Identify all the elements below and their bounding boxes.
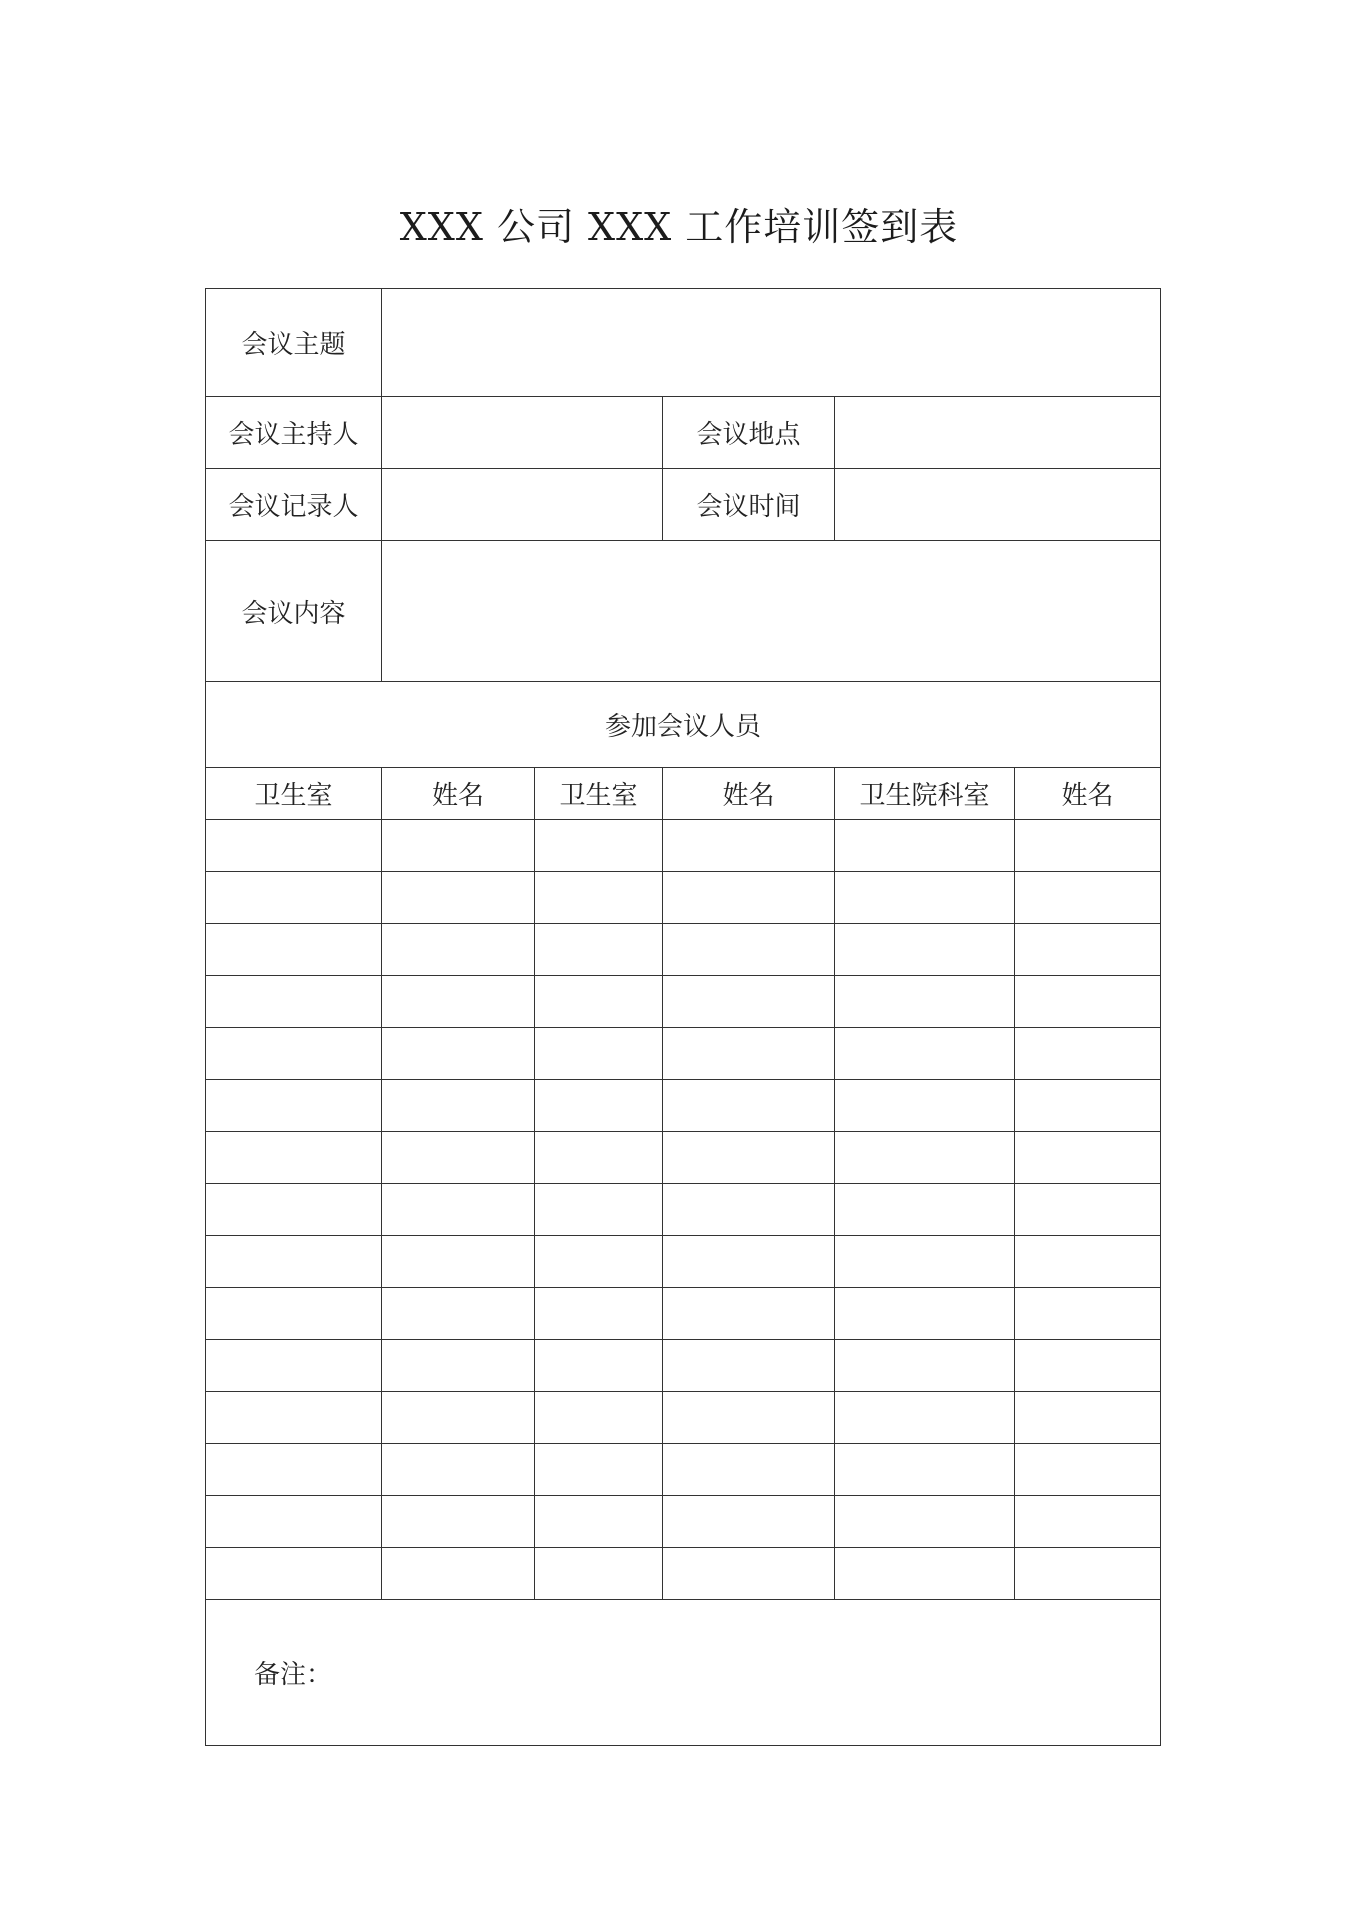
attendees-heading: 参加会议人员 <box>206 682 1161 768</box>
signin-cell[interactable] <box>663 1080 835 1132</box>
column-header-row <box>206 768 1161 820</box>
signin-cell[interactable] <box>535 1496 663 1548</box>
signin-cell[interactable] <box>206 1392 382 1444</box>
signin-cell[interactable] <box>1015 1496 1161 1548</box>
signin-cell[interactable] <box>1015 1548 1161 1600</box>
signin-cell[interactable] <box>206 1028 382 1080</box>
host-field[interactable] <box>382 397 663 469</box>
signin-cell[interactable] <box>382 1132 535 1184</box>
signin-cell[interactable] <box>535 872 663 924</box>
column-header: 姓名 <box>663 768 835 820</box>
signin-cell[interactable] <box>535 1184 663 1236</box>
column-header: 卫生室 <box>535 768 663 820</box>
signin-cell[interactable] <box>663 1028 835 1080</box>
signin-cell[interactable] <box>1015 1444 1161 1496</box>
remark-row <box>206 1600 1161 1746</box>
column-header: 姓名 <box>382 768 535 820</box>
signin-form-table <box>205 288 1161 1746</box>
signin-cell[interactable] <box>382 1444 535 1496</box>
signin-cell[interactable] <box>206 1496 382 1548</box>
signin-cell[interactable] <box>835 820 1015 872</box>
column-header: 姓名 <box>1015 768 1161 820</box>
signin-cell[interactable] <box>382 872 535 924</box>
signin-cell[interactable] <box>835 1028 1015 1080</box>
signin-cell[interactable] <box>535 1288 663 1340</box>
signin-cell[interactable] <box>835 1080 1015 1132</box>
signin-cell[interactable] <box>206 1184 382 1236</box>
signin-row <box>206 1236 1161 1288</box>
signin-cell[interactable] <box>206 1080 382 1132</box>
page-title: XXX 公司 XXX 工作培训签到表 <box>399 205 959 249</box>
location-label: 会议地点 <box>663 397 835 469</box>
signin-cell[interactable] <box>535 1548 663 1600</box>
host-label: 会议主持人 <box>206 397 382 469</box>
signin-cell[interactable] <box>382 976 535 1028</box>
signin-cell[interactable] <box>663 1184 835 1236</box>
signin-cell[interactable] <box>1015 872 1161 924</box>
topic-label: 会议主题 <box>206 289 382 397</box>
signin-cell[interactable] <box>206 976 382 1028</box>
time-field[interactable] <box>835 469 1161 541</box>
signin-cell[interactable] <box>835 924 1015 976</box>
content-field[interactable] <box>382 541 1161 682</box>
topic-row <box>206 289 1161 397</box>
signin-row <box>206 1496 1161 1548</box>
signin-cell[interactable] <box>663 1548 835 1600</box>
signin-cell[interactable] <box>535 1444 663 1496</box>
content-label: 会议内容 <box>206 541 382 682</box>
signin-cell[interactable] <box>382 1496 535 1548</box>
signin-row <box>206 1132 1161 1184</box>
signin-row <box>206 1392 1161 1444</box>
signin-row <box>206 1444 1161 1496</box>
signin-cell[interactable] <box>206 1132 382 1184</box>
signin-cell[interactable] <box>206 872 382 924</box>
attendees-section-row <box>206 682 1161 768</box>
signin-cell[interactable] <box>835 1496 1015 1548</box>
signin-row <box>206 1340 1161 1392</box>
content-row <box>206 541 1161 682</box>
signin-cell[interactable] <box>535 976 663 1028</box>
signin-cell[interactable] <box>663 1340 835 1392</box>
signin-cell[interactable] <box>206 924 382 976</box>
signin-cell[interactable] <box>382 924 535 976</box>
signin-cell[interactable] <box>206 1548 382 1600</box>
signin-cell[interactable] <box>206 1340 382 1392</box>
signin-cell[interactable] <box>835 1340 1015 1392</box>
signin-cell[interactable] <box>1015 820 1161 872</box>
remark-label: 备注： <box>254 1660 333 1690</box>
topic-field[interactable] <box>382 289 1161 397</box>
signin-cell[interactable] <box>535 1392 663 1444</box>
signin-cell[interactable] <box>663 872 835 924</box>
signin-cell[interactable] <box>663 820 835 872</box>
signin-row <box>206 924 1161 976</box>
signin-row <box>206 1288 1161 1340</box>
signin-cell[interactable] <box>835 976 1015 1028</box>
signin-cell[interactable] <box>835 872 1015 924</box>
recorder-time-row <box>206 469 1161 541</box>
signin-cell[interactable] <box>663 976 835 1028</box>
signin-cell[interactable] <box>206 1236 382 1288</box>
recorder-field[interactable] <box>382 469 663 541</box>
signin-cell[interactable] <box>382 820 535 872</box>
location-field[interactable] <box>835 397 1161 469</box>
signin-cell[interactable] <box>382 1080 535 1132</box>
signin-cell[interactable] <box>663 924 835 976</box>
signin-cell[interactable] <box>835 1132 1015 1184</box>
signin-cell[interactable] <box>382 1392 535 1444</box>
signin-cell[interactable] <box>1015 1080 1161 1132</box>
signin-cell[interactable] <box>1015 1340 1161 1392</box>
signin-cell[interactable] <box>835 1444 1015 1496</box>
signin-cell[interactable] <box>1015 1028 1161 1080</box>
signin-cell[interactable] <box>1015 1288 1161 1340</box>
remark-field[interactable] <box>206 1600 1161 1746</box>
signin-cell[interactable] <box>206 1444 382 1496</box>
signin-cell[interactable] <box>835 1184 1015 1236</box>
signin-row <box>206 1028 1161 1080</box>
signin-cell[interactable] <box>1015 1236 1161 1288</box>
time-label: 会议时间 <box>663 469 835 541</box>
signin-row <box>206 1548 1161 1600</box>
signin-cell[interactable] <box>535 1028 663 1080</box>
signin-cell[interactable] <box>1015 1392 1161 1444</box>
signin-cell[interactable] <box>663 1236 835 1288</box>
signin-row <box>206 976 1161 1028</box>
signin-cell[interactable] <box>382 1184 535 1236</box>
signin-cell[interactable] <box>663 1392 835 1444</box>
signin-row <box>206 872 1161 924</box>
signin-cell[interactable] <box>382 1340 535 1392</box>
signin-cell[interactable] <box>663 1288 835 1340</box>
signin-cell[interactable] <box>535 1236 663 1288</box>
recorder-label: 会议记录人 <box>206 469 382 541</box>
signin-cell[interactable] <box>663 1496 835 1548</box>
signin-cell[interactable] <box>835 1548 1015 1600</box>
column-header: 卫生院科室 <box>835 768 1015 820</box>
signin-cell[interactable] <box>382 1236 535 1288</box>
signin-cell[interactable] <box>1015 1184 1161 1236</box>
signin-cell[interactable] <box>535 1132 663 1184</box>
signin-cell[interactable] <box>382 1028 535 1080</box>
signin-cell[interactable] <box>206 820 382 872</box>
signin-cell[interactable] <box>835 1392 1015 1444</box>
signin-cell[interactable] <box>835 1236 1015 1288</box>
signin-cell[interactable] <box>382 1288 535 1340</box>
signin-row <box>206 820 1161 872</box>
signin-cell[interactable] <box>535 820 663 872</box>
signin-cell[interactable] <box>663 1444 835 1496</box>
signin-cell[interactable] <box>382 1548 535 1600</box>
signin-cell[interactable] <box>206 1288 382 1340</box>
signin-cell[interactable] <box>663 1132 835 1184</box>
signin-cell[interactable] <box>535 1080 663 1132</box>
signin-row <box>206 1184 1161 1236</box>
signin-row <box>206 1080 1161 1132</box>
column-header: 卫生室 <box>206 768 382 820</box>
signin-cell[interactable] <box>835 1288 1015 1340</box>
signin-cell[interactable] <box>535 924 663 976</box>
signin-cell[interactable] <box>1015 1132 1161 1184</box>
signin-cell[interactable] <box>1015 924 1161 976</box>
signin-cell[interactable] <box>1015 976 1161 1028</box>
signin-cell[interactable] <box>535 1340 663 1392</box>
host-location-row <box>206 397 1161 469</box>
